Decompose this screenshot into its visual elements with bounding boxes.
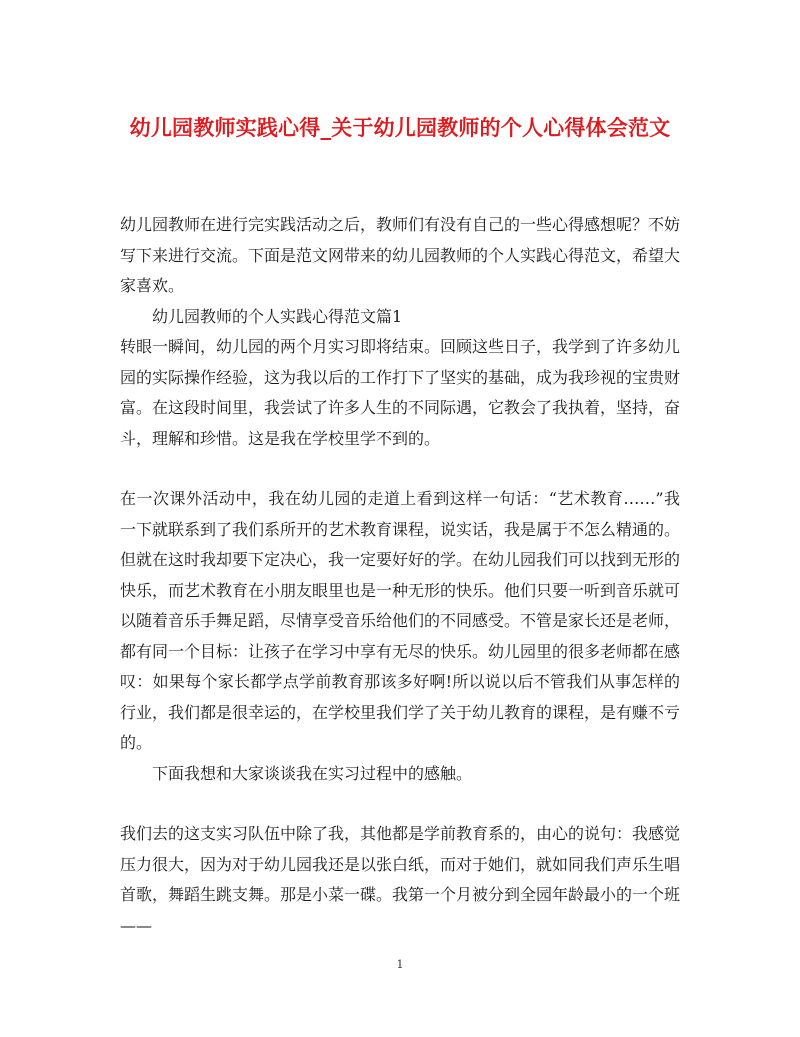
page-number: 1 [396,958,404,971]
document-body [120,210,680,941]
body-paragraph-3: 下面我想和大家谈谈我在实习过程中的感触。 [152,763,473,783]
body-paragraph-4: 我们去的这支实习队伍中除了我，其他都是学前教育系的，由心的说句：我感觉压力很大，因为对于幼儿园我还是以张白纸，而对于她们，就如同我们声乐生唱首歌，舞蹈生跳支舞。那是小菜一碟。我第一个月被分到全园年龄最小的一个班—— [120,824,681,935]
intro-paragraph: 幼儿园教师在进行完实践活动之后，教师们有没有自己的一些心得感想呢？不妨写下来进行交流。下面是范文网带来的幼儿园教师的个人实践心得范文，希望大家喜欢。 [120,215,681,295]
body-paragraph-2: 在一次课外活动中，我在幼儿园的走道上看到这样一句话：“艺术教育……”我一下就联系到了我们系所开的艺术教育课程，说实话，我是属于不怎么精通的。但就在这时我却要下定决心，我一定要好好的学。在幼儿园我们可以找到无形的快乐，而艺术教育在小朋友眼里也是一种无形的快乐。他们只要一听到音乐就可以随着音乐手舞足蹈，尽情享受音乐给他们的不同感受。不管是家长还是老师，都有同一个目标：让孩子在学习中享有无尽的快乐。幼儿园里的很多老师都在感叹：如果每个家长都学点学前教育那该多好啊!所以说以后不管我们从事怎样的行业，我们都是很幸运的，在学校里我们学了关于幼儿教育的课程，是有赚不亏的。 [120,489,681,752]
body-paragraph-1: 转眼一瞬间，幼儿园的两个月实习即将结束。回顾这些日子，我学到了许多幼儿园的实际操作经验，这为我以后的工作打下了坚实的基础，成为我珍视的宝贵财富。在这段时间里，我尝试了许多人生的不同际遇，它教会了我执着，坚持，奋斗，理解和珍惜。这是我在学校里学不到的。 [120,337,681,448]
document-title: 幼儿园教师实践心得_关于幼儿园教师的个人心得体会范文 [129,115,671,140]
section-heading: 幼儿园教师的个人实践心得范文篇1 [152,306,403,326]
